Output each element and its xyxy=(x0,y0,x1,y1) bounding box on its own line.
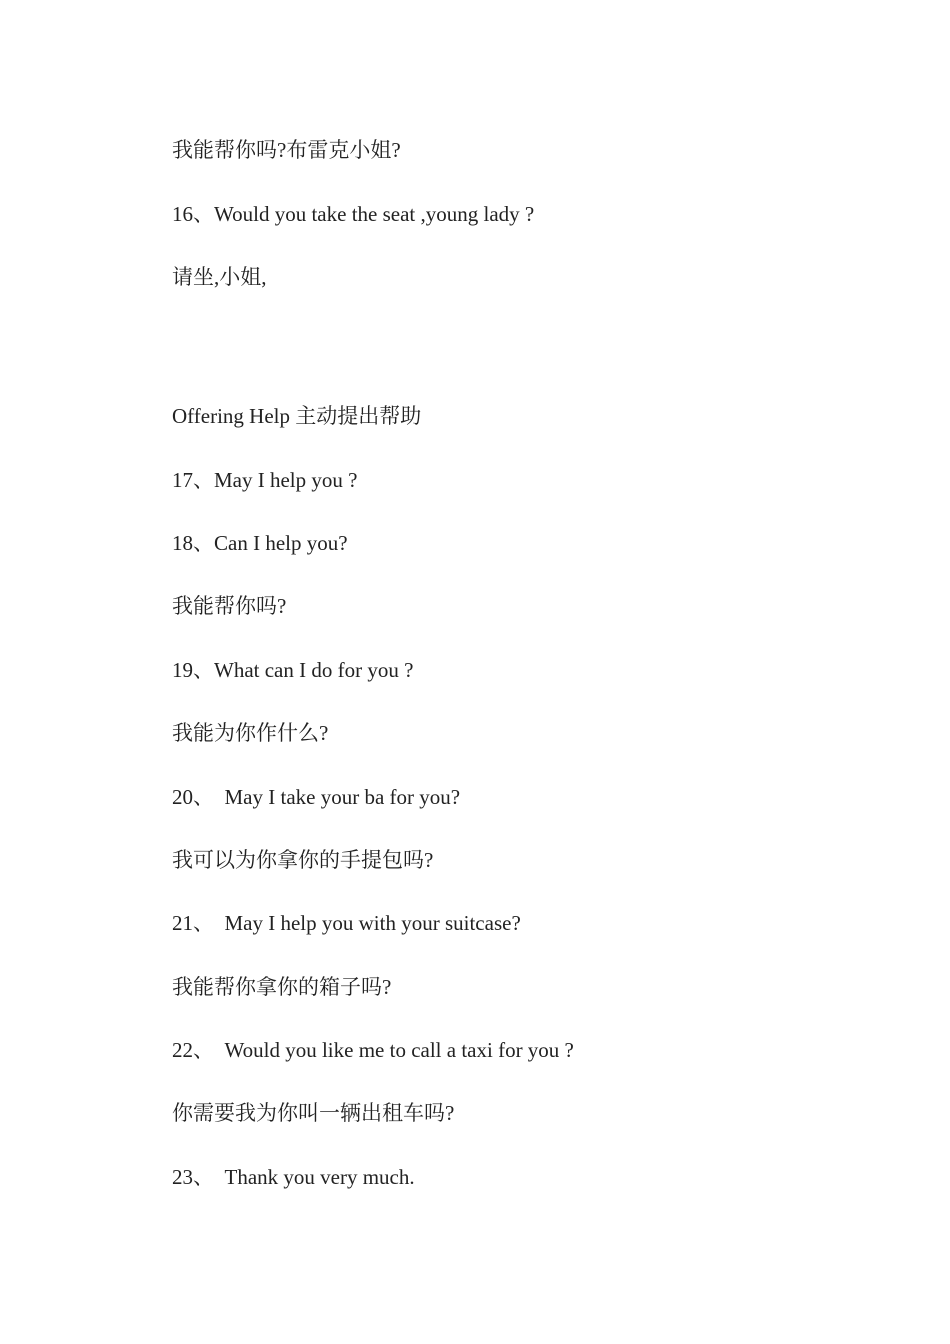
text-line: 你需要我为你叫一辆出租车吗? xyxy=(172,1101,455,1125)
text-line: 我能帮你吗?布雷克小姐? xyxy=(172,138,401,162)
text-line: 16、Would you take the seat ,young lady ? xyxy=(172,202,535,226)
text-line: 请坐,小姐, xyxy=(172,265,267,289)
text-line: 20、 May I take your ba for you? xyxy=(172,785,461,809)
text-line: 22、 Would you like me to call a taxi for you ? xyxy=(172,1038,574,1062)
text-line: 我可以为你拿你的手提包吗? xyxy=(172,848,434,872)
text-line: 21、 May I help you with your suitcase? xyxy=(172,911,521,935)
section-heading: Offering Help 主动提出帮助 xyxy=(172,404,422,428)
text-line: 我能帮你吗? xyxy=(172,594,287,618)
text-line: 我能为你作什么? xyxy=(172,721,329,745)
text-line: 17、May I help you ? xyxy=(172,468,358,492)
text-line: 19、What can I do for you ? xyxy=(172,658,414,682)
text-line: 18、Can I help you? xyxy=(172,531,348,555)
text-line: 23、 Thank you very much. xyxy=(172,1165,415,1189)
text-line: 我能帮你拿你的箱子吗? xyxy=(172,975,392,999)
